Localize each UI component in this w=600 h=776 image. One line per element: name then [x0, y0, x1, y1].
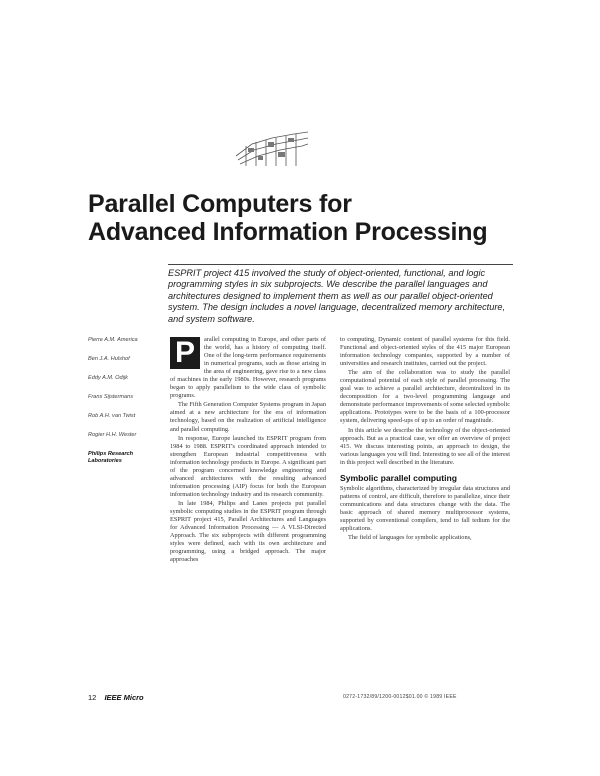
- article-title: [88, 190, 528, 246]
- author-affiliation: Philips Research Laboratories: [88, 451, 134, 464]
- intro-paragraph: [170, 336, 326, 400]
- paragraph-text: arallel computing in Europe, and other parts of the world, has a history of computing itself. One of the long-term performance requirements in numerical programs, such as those arising in the area of engineering, gave rise to a new class of machines in the early 1980s. However, research programs began to apply parallelism to the wide class of symbolic programs.: [170, 336, 326, 400]
- author-name: Rogier H.H. Wester: [88, 432, 137, 438]
- publication-name: IEEE Micro: [104, 693, 144, 702]
- author-name: Rob A.H. van Twist: [88, 413, 136, 419]
- title-line-2: Advanced Information Processing: [88, 218, 488, 246]
- abstract: ESPRIT project 415 involved the study of object-oriented, functional, and logic programming styles in six subprojects. We describe the parallel languages and architectures designed to implement them as well as our parallel object-oriented system. The design includes a novel language, decentralized memory architecture, and system software.: [168, 268, 506, 324]
- author-name: Eddy A.M. Odijk: [88, 375, 128, 381]
- body-column-2: [340, 336, 510, 543]
- author-name: Ben J.A. Hulshof: [88, 356, 130, 362]
- author-list: [88, 337, 160, 465]
- paragraph: Symbolic algorithms, characterized by irregular data structures and patterns of control, are difficult, therefore to parallelize, since their communications and data structures change with the data. The basic approach of shared memory multiprocessor systems, supported by conventional compilers, tend to fall tedium for the applications.: [340, 484, 510, 532]
- paragraph: The aim of the collaboration was to study the parallel computational potential of each style of parallel processing. The goal was to achieve a parallel architecture, decentralized in its decomposition for a two-level programming language and demonstrate performance improvements of some selected symbolic applications. Prototypes were to be the basis of a 100-processor system, delivering speed-ups of up to an order of magnitude.: [340, 369, 510, 425]
- logo-graphic: [232, 126, 312, 170]
- paragraph: The field of languages for symbolic applications,: [348, 534, 472, 542]
- paragraph: In late 1984, Philips and Lanes projects put parallel symbolic computing studies in the ESPRIT program through ESPRIT project 415, Parallel Architectures and Languages for Advanced Information Processing — A VLSI-Directed Approach. The six subprojects with different programming styles were defined, each with its own architecture and programming, using a bridged approach. The major approaches: [170, 499, 326, 564]
- page-number: 12: [88, 693, 97, 702]
- title-line-1: Parallel Computers for: [88, 190, 352, 218]
- body-column-1: [170, 336, 326, 565]
- copyright-code: 0272-1732/89/1200-0012$01.00 © 1989 IEEE: [343, 694, 457, 700]
- paragraph: In response, Europe launched its ESPRIT program from 1984 to 1988. ESPRIT's coordinated approach intended to strengthen European industrial competitiveness with information technology products in Europe. A significant part of the program concerned knowledge engineering and advanced architectures with the resulting advanced information processing (AIP) focus for both the European information technology industry and its research community.: [170, 434, 326, 498]
- paragraph: to computing, Dynamic content of parallel systems for this field. Functional and object-oriented styles of the 415 major European information technology companies, supported by a number of universities and research institutes, carried out the project.: [340, 336, 510, 368]
- drop-cap: P: [170, 337, 200, 369]
- author-name: Frans Sijstermans: [88, 394, 134, 400]
- section-heading: Symbolic parallel computing: [340, 472, 457, 483]
- author-name: Pierre A.M. America: [88, 337, 138, 343]
- abstract-divider: [168, 264, 513, 265]
- paragraph: The Fifth Generation Computer Systems program in Japan aimed at a new architecture for the era of information technology, based on the realization of artificial intelligence and parallel computing.: [170, 401, 326, 433]
- page-footer: [88, 693, 144, 702]
- paragraph: In this article we describe the technology of the object-oriented approach. But as a practical case, we offer an overview of project 415. We discuss interesting points, an approach to design, the various languages you will find. Interesting to see all of the interest in this project well described in the literature.: [340, 426, 510, 466]
